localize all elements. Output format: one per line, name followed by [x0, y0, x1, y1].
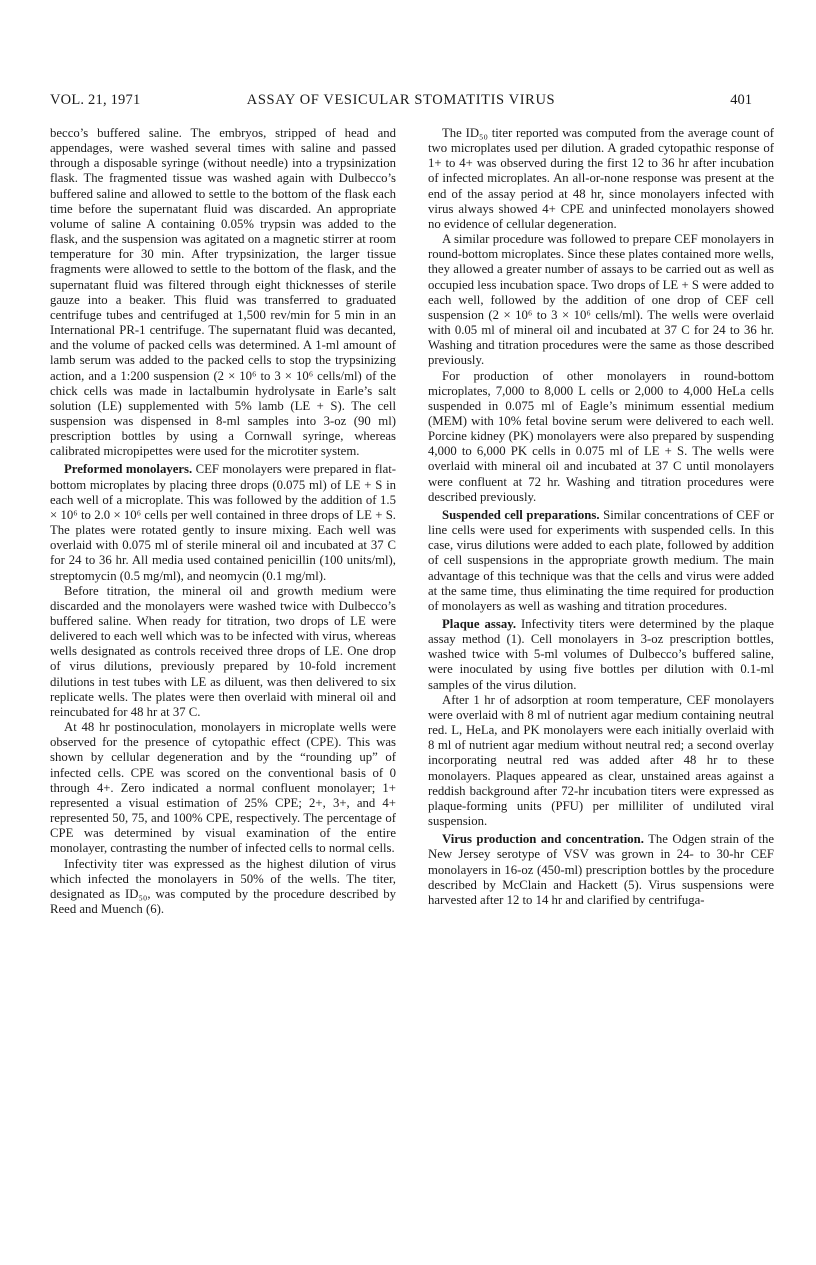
section-heading-preformed-monolayers: Preformed monolayers. — [64, 462, 193, 477]
paragraph-suspended-cells — [428, 508, 774, 614]
paragraph-body: CEF monolayers were prepared in flat-bottom microplates by placing three drops (0.075 ml) of LE + S in each well of a microplate. This was followed by the addition of 1.5 × 10⁶ to 2.0 × 10⁶ cells per well contained in three drops of LE + S. The plates were rotated gently to insure mixing. Each well was overlaid with 0.075 ml of sterile mineral oil and incubated at 37 C for 24 to 36 hr. All media used contained penicillin (100 units/ml), streptomycin (0.5 mg/ml), and neomycin (0.1 mg/ml). — [50, 462, 397, 583]
paragraph-body: The Odgen strain of the New Jersey serotype of VSV was grown in 24- to 30-hr CEF monolayers in 16-oz (450-ml) prescription bottles by the procedure described by McClain and Hackett (5). Virus suspensions were harvested after 12 to 14 hr and clarified by centrifuga- — [428, 832, 774, 907]
paragraph-id50-titer: The ID₅₀ titer reported was computed from the average count of two microplates used per dilution. A graded cytopathic response of 1+ to 4+ was observed during the first 12 to 36 hr after incubation of infected microplates. An all-or-none response was present at the end of the assay period at 48 hr, since monolayers infected with virus always showed 4+ CPE and uninfected monolayers showed no evidence of cellular degeneration. — [428, 126, 774, 231]
left-column — [50, 126, 396, 917]
section-heading-plaque-assay: Plaque assay. — [442, 617, 517, 631]
paragraph-infectivity-titer: Infectivity titer was expressed as the highest dilution of virus which infected the monolayers in 50% of the wells. The titer, designated as ID₅₀, was computed by the procedure described by Reed and Muench (6). — [50, 856, 396, 916]
right-column — [428, 126, 774, 908]
volume-label: VOL. 21, 1971 — [50, 92, 141, 108]
paragraph-round-bottom-plates: A similar procedure was followed to prepare CEF monolayers in round-bottom microplates. Since these plates contained more wells, they allowed a greater number of assays to be carried out as well as occupied less incubation space. Two drops of LE + S were added to each well, followed by the addition of one drop of CEF cell suspension (2 × 10⁶ to 3 × 10⁶ cells/ml). The wells were overlaid with 0.05 ml of mineral oil and incubated at 37 C for 24 to 36 hr. Washing and titration procedures were the same as those described previously. — [428, 232, 774, 368]
paragraph-body: Infectivity titers were determined by the plaque assay method (1). Cell monolayers in 3-oz prescription bottles, washed twice with 5-ml volumes of Dulbecco’s buffered saline, were inoculated by using five bottles per dilution with 0.1-ml samples of the virus dilution. — [428, 617, 774, 692]
paragraph-cpe-scoring: At 48 hr postinoculation, monolayers in microplate wells were observed for the presence of cytopathic effect (CPE). This was shown by cellular degeneration and by the “rounding up” of infected cells. CPE was scored on the conventional basis of 0 through 4+. Zero indicated a normal confluent monolayer; 1+ represented a visual estimation of 25% CPE; 2+, 3+, and 4+ represented 50, 75, and 100% CPE, respectively. The percentage of CPE was determined by visual examination of the entire monolayer, contrasting the number of infected cells to normal cells. — [50, 720, 396, 856]
paragraph-virus-production — [428, 832, 774, 908]
paragraph-titration: Before titration, the mineral oil and growth medium were discarded and the monolayers were washed twice with Dulbecco’s buffered saline. When ready for titration, two drops of LE were delivered to each well which was to be infected with virus, whereas wells designated as controls received three drops of LE. One drop of virus dilutions, previously prepared by 10-fold increment dilutions in test tubes with LE as diluent, was then delivered to six replicate wells. The plates were then overlaid with mineral oil and reincubated for 48 hr at 37 C. — [50, 583, 396, 719]
section-heading-virus-production: Virus production and concentration. — [442, 832, 644, 847]
paragraph-plaque-assay — [428, 617, 774, 693]
running-title: ASSAY OF VESICULAR STOMATITIS VIRUS — [246, 92, 556, 108]
paragraph-embryo-preparation: becco’s buffered saline. The embryos, stripped of head and appendages, were washed several times with saline and passed through a disposable syringe (without needle) into a trypsinization flask. The fragmented tissue was washed again with Dulbecco’s buffered saline and allowed to settle to the bottom of the flask each time before the supernatant fluid was discarded. An appropriate volume of saline A containing 0.05% trypsin was added to the flask, and the suspension was agitated on a magnetic stirrer at room temperature for 30 min. After trypsinization, the larger tissue fragments were allowed to settle to the bottom of the flask, and the supernatant fluid was filtered through eight thicknesses of sterile gauze into a beaker. This fluid was transferred to graduated centrifuge tubes and centrifuged at 1,500 rev/min for 5 min in an International PR-1 centrifuge. The supernatant fluid was decanted, and the volume of packed cells was determined. A 1-ml amount of lamb serum was added to the packed cells to stop the trypsinizing action, and a 1:200 suspension (2 × 10⁶ to 3 × 10⁶ cells/ml) of the chick cells was made in lactalbumin hydrolysate in Earle’s salt solution (LE) supplemented with 5% lamb (LE + S). The cell suspension was dispensed in 8-ml samples into 3-oz (90 ml) prescription bottles by using a Cornwall syringe, whereas calibrated micropipettes were used for the microtiter system. — [50, 126, 396, 459]
paragraph-adsorption: After 1 hr of adsorption at room temperature, CEF monolayers were overlaid with 8 ml of nutrient agar medium containing neutral red. L, HeLa, and PK monolayers were each initially overlaid with 8 ml of nutrient agar medium without neutral red; a second overlay incorporating neutral red was added after 48 hr to these monolayers. Plaques appeared as clear, unstained areas against a reddish background after 72-hr incubation titers were expressed as plaque-forming units (PFU) per milliliter of undiluted viral suspension. — [428, 692, 774, 829]
paragraph-body: Similar concentrations of CEF or line cells were used for experiments with suspended cells. In this case, virus dilutions were added to each plate, followed by addition of cell suspensions in the appropriate growth medium. The main advantage of this technique was that the cells and virus were added at the same time, thus eliminating the time required for production of monolayers as well as washing and titration procedures. — [428, 507, 775, 613]
paragraph-other-monolayers: For production of other monolayers in round-bottom microplates, 7,000 to 8,000 L cells or 2,000 to 4,000 HeLa cells suspended in 0.075 ml of Eagle’s minimum essential medium (MEM) with 10% fetal bovine serum were delivered to each well. Porcine kidney (PK) monolayers were also prepared by suspending 4,000 to 6,000 PK cells in 0.075 ml of LE + S. The wells were overlaid with mineral oil and incubated at 37 C until monolayers were confluent at 72 hr. Washing and titration procedures were described previously. — [428, 368, 774, 504]
page-number: 401 — [730, 92, 752, 108]
running-header — [50, 92, 752, 112]
section-heading-suspended-cells: Suspended cell preparations. — [442, 507, 600, 522]
paragraph-preformed-monolayers — [50, 462, 396, 583]
